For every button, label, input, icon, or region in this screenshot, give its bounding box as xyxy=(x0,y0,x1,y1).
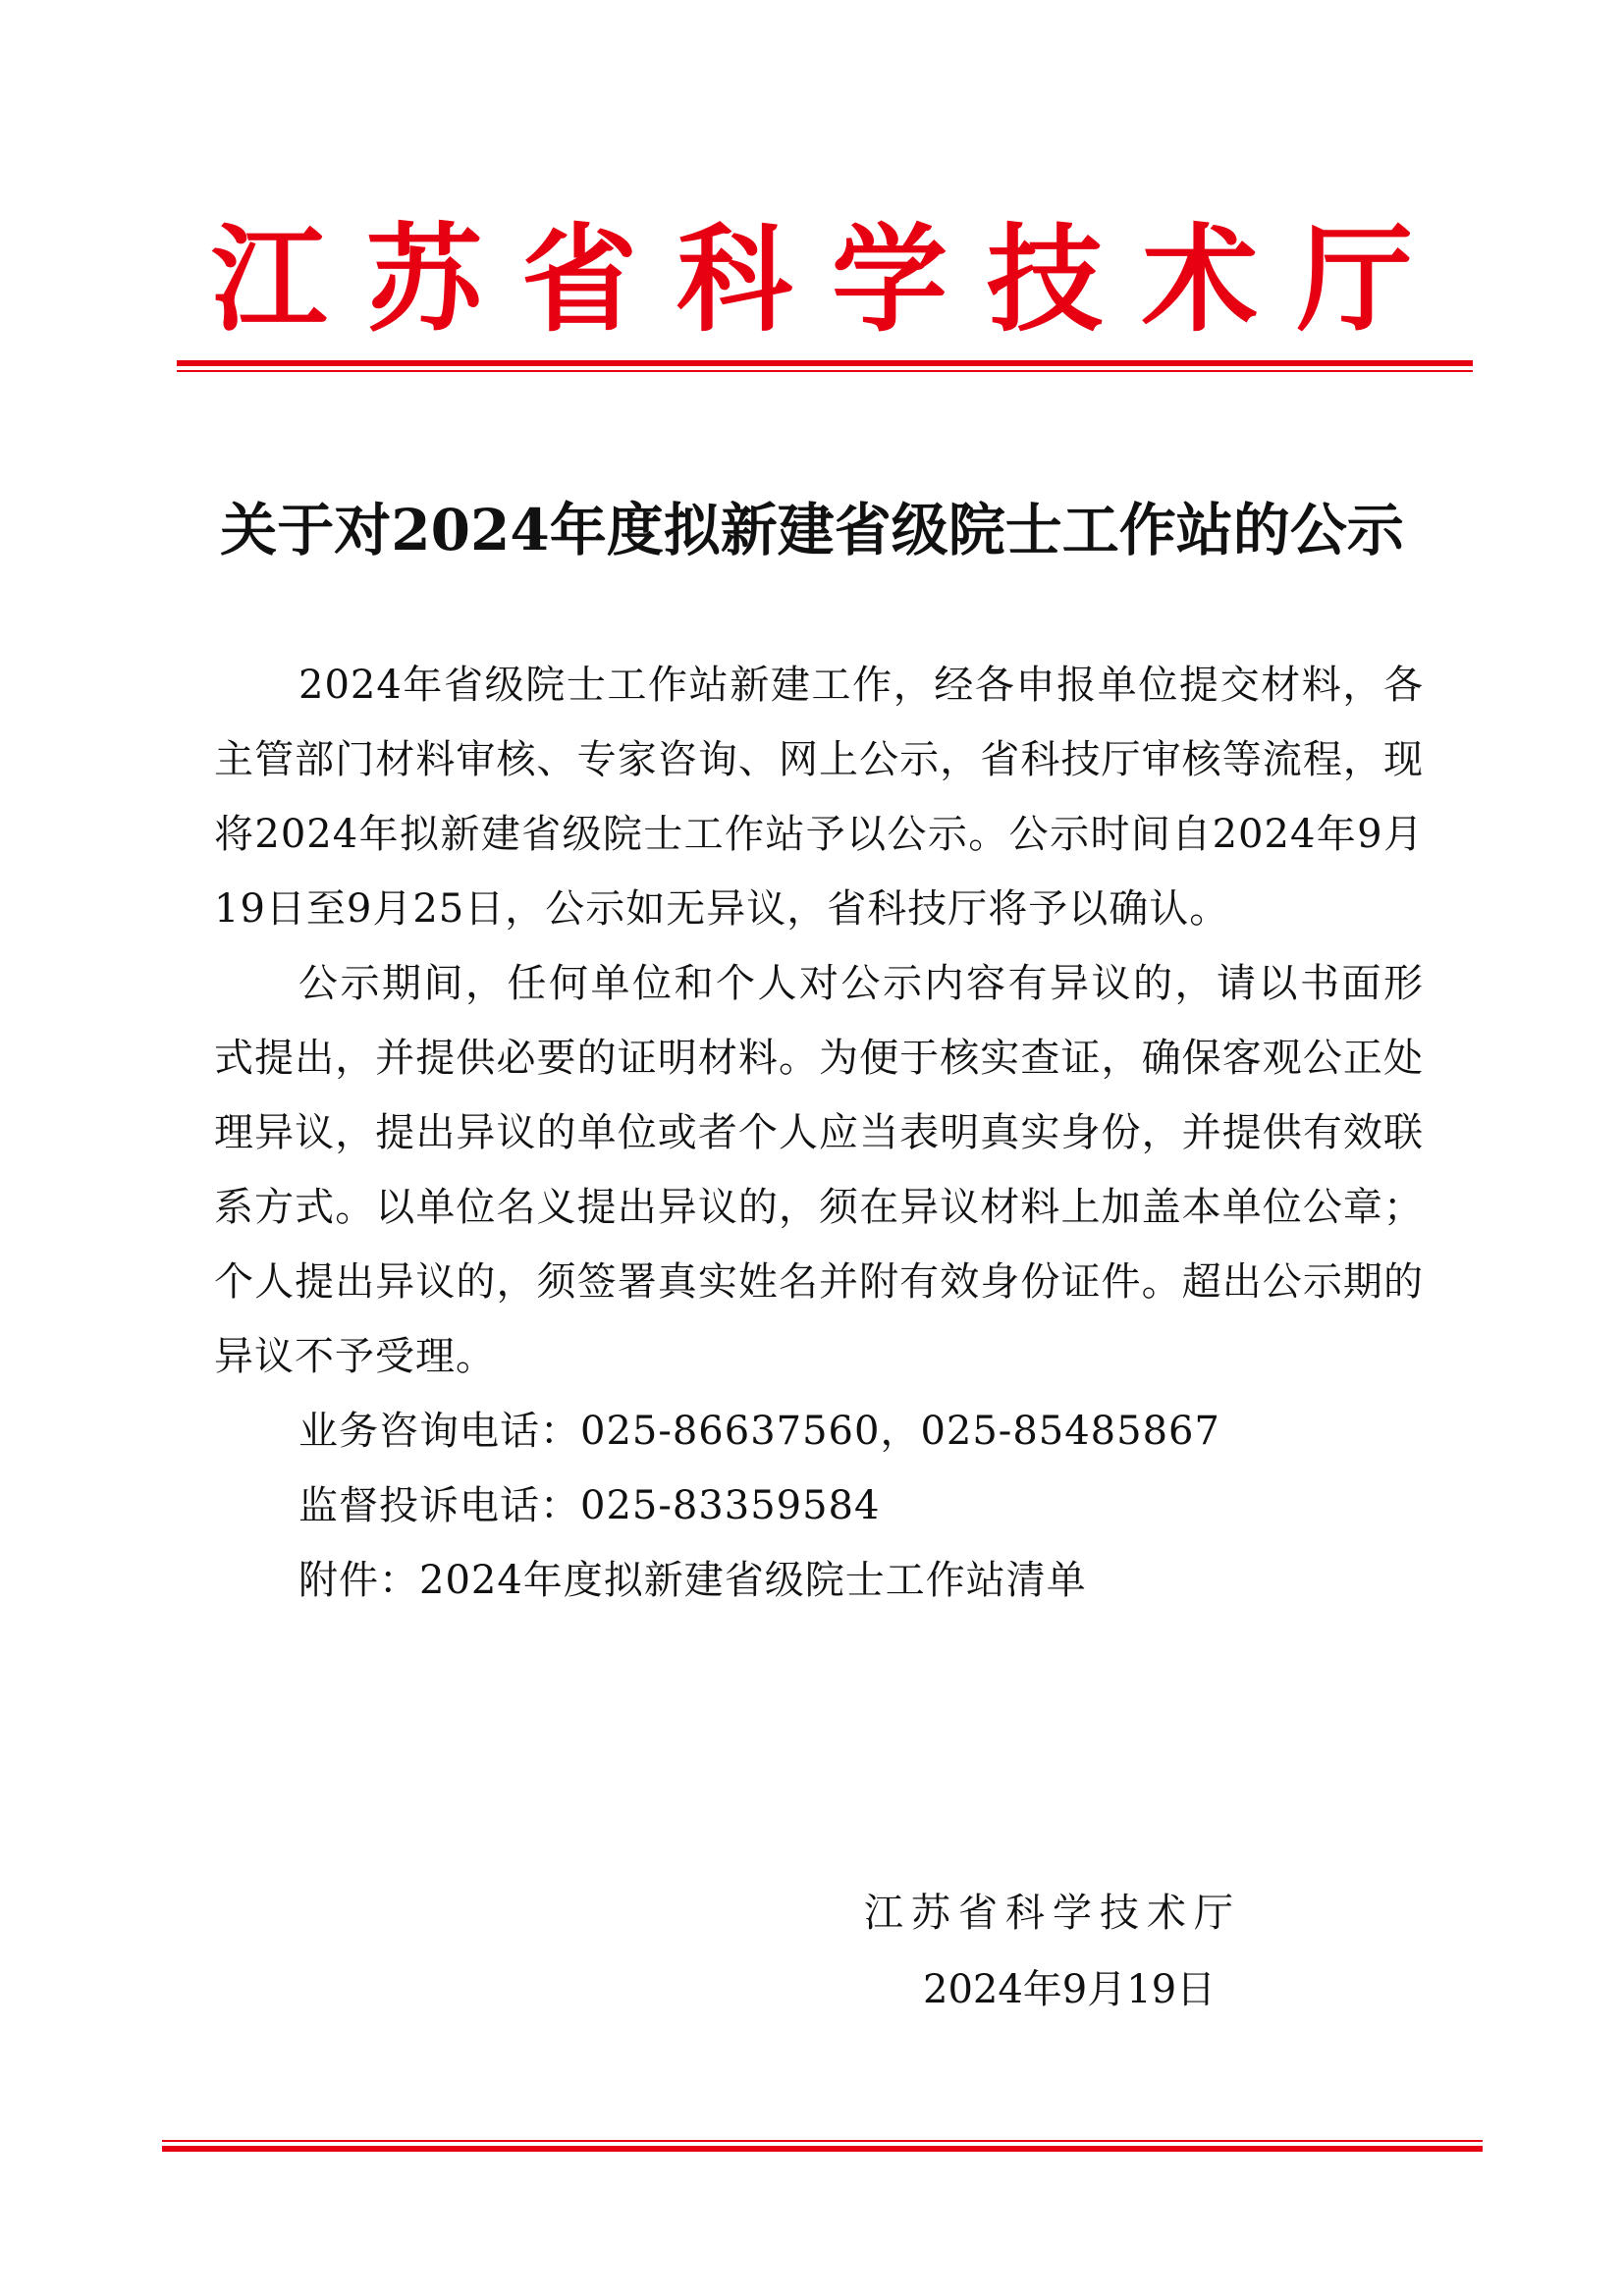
signature-org: 江苏省科学技术厅 xyxy=(864,1891,1241,1936)
document-body xyxy=(214,648,1424,1618)
letterhead-org-name: 江苏省科学技术厅 xyxy=(210,212,1452,347)
letterhead-divider-thin xyxy=(177,370,1473,372)
body-paragraph: 公示期间，任何单位和个人对公示内容有异议的，请以书面形式提出，并提供必要的证明材料。为便于核实查证，确保客观公正处理异议，提出异议的单位或者个人应当表明真实身份，并提供有效联系方式。以单位名义提出异议的，须在异议材料上加盖本单位公章；个人提出异议的，须签署真实姓名并附有效身份证件。超出公示期的异议不予受理。 xyxy=(214,961,1424,1379)
attachment-line: 附件：2024年度拟新建省级院士工作站清单 xyxy=(298,1558,1087,1603)
signature-date: 2024年9月19日 xyxy=(923,1967,1217,2012)
footer-divider-thin xyxy=(162,2140,1483,2142)
letterhead-divider-thick xyxy=(177,360,1473,366)
body-paragraph: 2024年省级院士工作站新建工作，经各申报单位提交材料，各主管部门材料审核、专家咨询、网上公示，省科技厅审核等流程，现将2024年拟新建省级院士工作站予以公示。公示时间自2024年9月19日至9月25日，公示如无异议，省科技厅将予以确认。 xyxy=(214,663,1424,932)
footer-divider-thick xyxy=(162,2146,1483,2152)
consult-phone: 业务咨询电话：025-86637560，025-85485867 xyxy=(298,1409,1220,1454)
complaint-phone: 监督投诉电话：025-83359584 xyxy=(298,1483,881,1528)
signature-block xyxy=(864,1875,1316,2028)
document-title: 关于对2024年度拟新建省级院士工作站的公示 xyxy=(220,497,1404,563)
